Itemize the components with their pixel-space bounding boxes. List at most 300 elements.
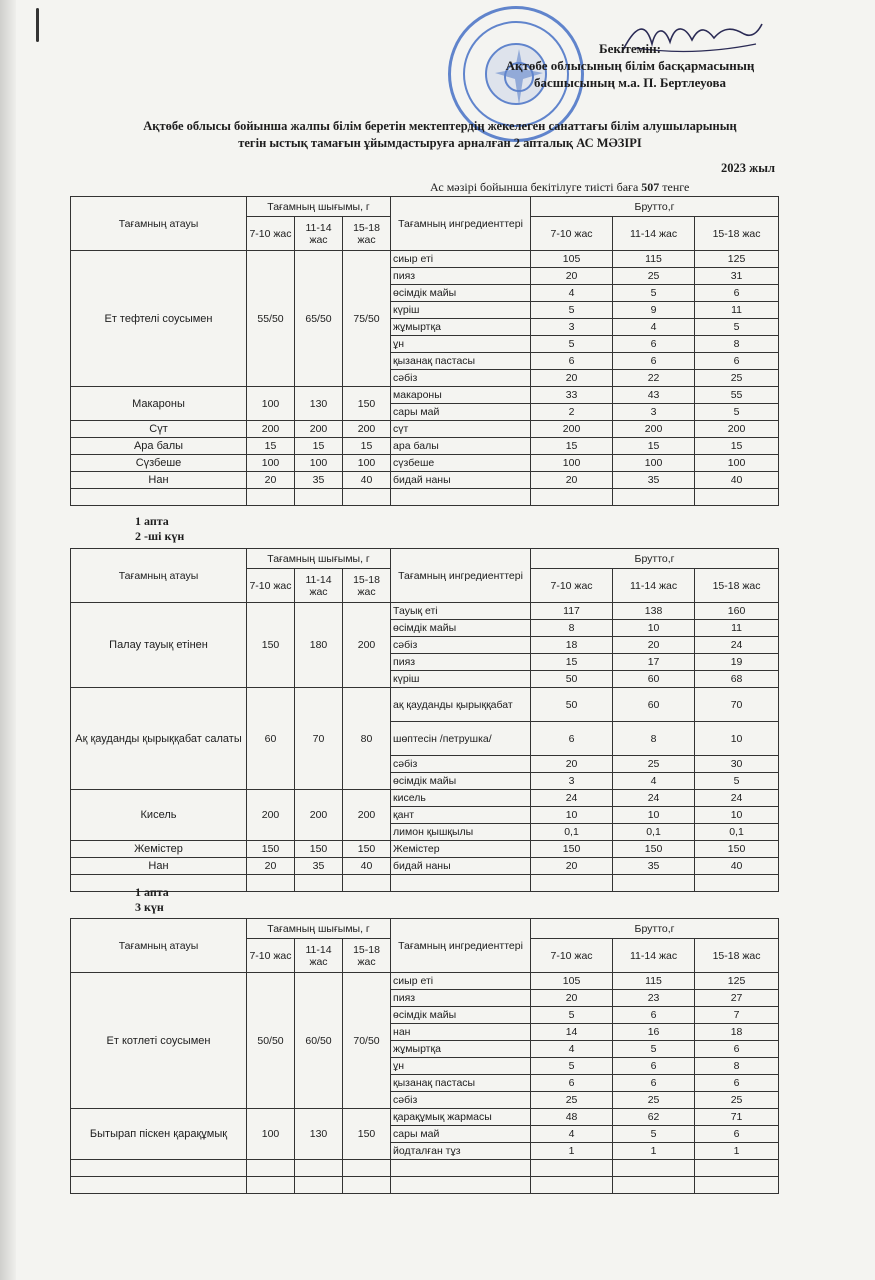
brutto-15-18: 6 [695, 1126, 779, 1143]
ingredient-name: сүт [391, 421, 531, 438]
ingredient-name: өсімдік майы [391, 620, 531, 637]
brutto-11-14: 9 [613, 302, 695, 319]
empty-row [71, 489, 779, 506]
brutto-7-10: 20 [531, 370, 613, 387]
brutto-11-14: 100 [613, 455, 695, 472]
dish-yield-15-18: 15 [343, 438, 391, 455]
empty-cell [295, 1177, 343, 1194]
brutto-11-14: 3 [613, 404, 695, 421]
empty-cell [613, 1177, 695, 1194]
brutto-15-18: 25 [695, 370, 779, 387]
brutto-11-14: 6 [613, 353, 695, 370]
ingredient-name: сәбіз [391, 370, 531, 387]
brutto-7-10: 18 [531, 637, 613, 654]
brutto-11-14: 43 [613, 387, 695, 404]
binder-mark [36, 8, 39, 42]
header-dish: Тағамның атауы [71, 197, 247, 251]
dish-name: Макароны [71, 387, 247, 421]
menu-table-day3 [70, 918, 779, 1194]
approval-official: басшысының м.а. П. Бертлеуова [533, 75, 726, 90]
day2-week: 1 апта [135, 514, 169, 528]
brutto-15-18: 40 [695, 472, 779, 489]
brutto-15-18: 6 [695, 1041, 779, 1058]
price-value: 507 [641, 180, 660, 194]
brutto-7-10: 117 [531, 603, 613, 620]
ingredient-name: ақ қауданды қырыққабат [391, 688, 531, 722]
brutto-11-14: 150 [613, 841, 695, 858]
day2-label [135, 514, 184, 544]
table-row [71, 688, 779, 722]
table-row [71, 455, 779, 472]
brutto-11-14: 0,1 [613, 824, 695, 841]
empty-cell [613, 1160, 695, 1177]
empty-cell [613, 875, 695, 892]
brutto-15-18: 5 [695, 404, 779, 421]
document-title-line2: тегін ыстық тамағын ұйымдастыруға арналған 2 апталық АС МӘЗІРІ [238, 136, 642, 150]
brutto-15-18: 7 [695, 1007, 779, 1024]
brutto-15-18: 5 [695, 773, 779, 790]
dish-yield-11-14: 200 [295, 790, 343, 841]
header-ingredients: Тағамның ингредиенттері [391, 197, 531, 251]
brutto-15-18: 150 [695, 841, 779, 858]
price-note-text: Ас мәзірі бойынша бекітілуге тиісті баға [430, 180, 639, 194]
empty-cell [695, 489, 779, 506]
ingredient-name: ұн [391, 1058, 531, 1075]
header-yield-age1: 7-10 жас [247, 939, 295, 973]
approval-block [470, 40, 790, 91]
empty-cell [391, 1177, 531, 1194]
dish-yield-11-14: 200 [295, 421, 343, 438]
brutto-7-10: 4 [531, 1126, 613, 1143]
brutto-7-10: 5 [531, 1007, 613, 1024]
brutto-7-10: 20 [531, 990, 613, 1007]
brutto-11-14: 17 [613, 654, 695, 671]
dish-yield-7-10: 200 [247, 790, 295, 841]
ingredient-name: ұн [391, 336, 531, 353]
ingredient-name: макароны [391, 387, 531, 404]
page-edge-shadow [0, 0, 16, 1280]
empty-row [71, 1160, 779, 1177]
dish-name: Ет тефтелі соусымен [71, 251, 247, 387]
empty-cell [295, 1160, 343, 1177]
menu-table-day2 [70, 548, 779, 892]
ingredient-name: пияз [391, 990, 531, 1007]
brutto-15-18: 200 [695, 421, 779, 438]
empty-cell [613, 489, 695, 506]
empty-cell [531, 489, 613, 506]
dish-yield-7-10: 100 [247, 455, 295, 472]
header-yield: Тағамның шығымы, г [247, 919, 391, 939]
table-row [71, 858, 779, 875]
empty-cell [391, 1160, 531, 1177]
ingredient-name: сәбіз [391, 1092, 531, 1109]
ingredient-name: қарақұмық жармасы [391, 1109, 531, 1126]
brutto-7-10: 5 [531, 302, 613, 319]
brutto-11-14: 60 [613, 671, 695, 688]
brutto-15-18: 11 [695, 302, 779, 319]
dish-name: Нан [71, 472, 247, 489]
ingredient-name: сиыр еті [391, 251, 531, 268]
dish-yield-15-18: 150 [343, 387, 391, 421]
price-note [430, 180, 689, 195]
brutto-11-14: 5 [613, 285, 695, 302]
brutto-15-18: 8 [695, 336, 779, 353]
ingredient-name: бидай наны [391, 472, 531, 489]
brutto-15-18: 5 [695, 319, 779, 336]
header-row [71, 549, 779, 569]
brutto-15-18: 6 [695, 353, 779, 370]
brutto-15-18: 71 [695, 1109, 779, 1126]
dish-name: Бытырап піскен қарақұмық [71, 1109, 247, 1160]
header-brutto-age1: 7-10 жас [531, 569, 613, 603]
header-yield: Тағамның шығымы, г [247, 549, 391, 569]
brutto-15-18: 15 [695, 438, 779, 455]
brutto-15-18: 125 [695, 973, 779, 990]
brutto-7-10: 3 [531, 319, 613, 336]
header-yield-age1: 7-10 жас [247, 217, 295, 251]
brutto-7-10: 2 [531, 404, 613, 421]
brutto-11-14: 4 [613, 773, 695, 790]
header-row [71, 197, 779, 217]
dish-yield-11-14: 100 [295, 455, 343, 472]
dish-yield-7-10: 60 [247, 688, 295, 790]
ingredient-name: сары май [391, 1126, 531, 1143]
dish-yield-15-18: 150 [343, 841, 391, 858]
empty-cell [695, 1177, 779, 1194]
brutto-15-18: 24 [695, 790, 779, 807]
brutto-7-10: 4 [531, 285, 613, 302]
table-row [71, 472, 779, 489]
day3-day: 3 күн [135, 900, 164, 914]
brutto-7-10: 200 [531, 421, 613, 438]
brutto-11-14: 60 [613, 688, 695, 722]
brutto-15-18: 10 [695, 722, 779, 756]
price-unit: тенге [662, 180, 690, 194]
brutto-7-10: 105 [531, 251, 613, 268]
brutto-7-10: 150 [531, 841, 613, 858]
empty-cell [695, 875, 779, 892]
brutto-11-14: 35 [613, 472, 695, 489]
brutto-7-10: 33 [531, 387, 613, 404]
header-yield-age3: 15-18 жас [343, 939, 391, 973]
brutto-11-14: 115 [613, 973, 695, 990]
brutto-7-10: 20 [531, 858, 613, 875]
brutto-7-10: 50 [531, 688, 613, 722]
brutto-7-10: 24 [531, 790, 613, 807]
ingredient-name: сәбіз [391, 756, 531, 773]
brutto-15-18: 55 [695, 387, 779, 404]
dish-yield-7-10: 50/50 [247, 973, 295, 1109]
day2-day: 2 -ші күн [135, 529, 185, 543]
dish-yield-7-10: 150 [247, 603, 295, 688]
brutto-11-14: 6 [613, 1075, 695, 1092]
brutto-11-14: 35 [613, 858, 695, 875]
dish-name: Ақ қауданды қырыққабат салаты [71, 688, 247, 790]
dish-name: Сүзбеше [71, 455, 247, 472]
dish-yield-15-18: 70/50 [343, 973, 391, 1109]
brutto-11-14: 1 [613, 1143, 695, 1160]
header-yield: Тағамның шығымы, г [247, 197, 391, 217]
brutto-15-18: 19 [695, 654, 779, 671]
header-brutto: Брутто,г [531, 549, 779, 569]
dish-yield-7-10: 150 [247, 841, 295, 858]
brutto-7-10: 20 [531, 756, 613, 773]
brutto-15-18: 18 [695, 1024, 779, 1041]
empty-row [71, 875, 779, 892]
brutto-11-14: 115 [613, 251, 695, 268]
dish-yield-11-14: 15 [295, 438, 343, 455]
dish-yield-11-14: 65/50 [295, 251, 343, 387]
ingredient-name: сиыр еті [391, 973, 531, 990]
brutto-15-18: 8 [695, 1058, 779, 1075]
ingredient-name: Жемістер [391, 841, 531, 858]
table-row [71, 790, 779, 807]
brutto-11-14: 6 [613, 336, 695, 353]
brutto-11-14: 200 [613, 421, 695, 438]
ingredient-name: шөптесін /петрушка/ [391, 722, 531, 756]
dish-yield-7-10: 15 [247, 438, 295, 455]
dish-yield-15-18: 200 [343, 421, 391, 438]
dish-yield-11-14: 35 [295, 858, 343, 875]
dish-yield-7-10: 100 [247, 387, 295, 421]
ingredient-name: жұмыртқа [391, 1041, 531, 1058]
brutto-15-18: 10 [695, 807, 779, 824]
table-row [71, 438, 779, 455]
empty-cell [247, 489, 295, 506]
brutto-7-10: 3 [531, 773, 613, 790]
ingredient-name: сары май [391, 404, 531, 421]
dish-name: Ара балы [71, 438, 247, 455]
brutto-15-18: 1 [695, 1143, 779, 1160]
header-brutto-age3: 15-18 жас [695, 569, 779, 603]
table-row [71, 421, 779, 438]
brutto-15-18: 68 [695, 671, 779, 688]
dish-name: Палау тауық етінен [71, 603, 247, 688]
brutto-15-18: 40 [695, 858, 779, 875]
empty-cell [295, 875, 343, 892]
brutto-7-10: 14 [531, 1024, 613, 1041]
dish-yield-15-18: 80 [343, 688, 391, 790]
ingredient-name: өсімдік майы [391, 1007, 531, 1024]
day3-label [135, 885, 169, 915]
dish-yield-11-14: 180 [295, 603, 343, 688]
table-row [71, 251, 779, 268]
ingredient-name: бидай наны [391, 858, 531, 875]
ingredient-name: күріш [391, 302, 531, 319]
dish-yield-15-18: 200 [343, 790, 391, 841]
brutto-7-10: 6 [531, 722, 613, 756]
brutto-11-14: 23 [613, 990, 695, 1007]
brutto-7-10: 25 [531, 1092, 613, 1109]
day3-week: 1 апта [135, 885, 169, 899]
brutto-15-18: 6 [695, 285, 779, 302]
document-year: 2023 жыл [721, 161, 775, 175]
header-ingredients: Тағамның ингредиенттері [391, 549, 531, 603]
header-yield-age3: 15-18 жас [343, 569, 391, 603]
empty-cell [391, 875, 531, 892]
brutto-11-14: 25 [613, 1092, 695, 1109]
empty-cell [531, 1160, 613, 1177]
brutto-11-14: 6 [613, 1058, 695, 1075]
dish-yield-7-10: 20 [247, 858, 295, 875]
header-brutto-age1: 7-10 жас [531, 217, 613, 251]
header-yield-age2: 11-14 жас [295, 569, 343, 603]
empty-cell [295, 489, 343, 506]
header-brutto-age2: 11-14 жас [613, 939, 695, 973]
ingredient-name: күріш [391, 671, 531, 688]
header-brutto-age2: 11-14 жас [613, 217, 695, 251]
dish-yield-7-10: 200 [247, 421, 295, 438]
ingredient-name: қызанақ пастасы [391, 353, 531, 370]
dish-yield-15-18: 40 [343, 858, 391, 875]
approval-office: Ақтөбе облысының білім басқармасының [505, 58, 755, 73]
brutto-15-18: 30 [695, 756, 779, 773]
brutto-7-10: 15 [531, 438, 613, 455]
brutto-11-14: 10 [613, 807, 695, 824]
ingredient-name: Тауық еті [391, 603, 531, 620]
brutto-15-18: 25 [695, 1092, 779, 1109]
ingredient-name: пияз [391, 268, 531, 285]
empty-cell [343, 1177, 391, 1194]
ingredient-name: йодталған тұз [391, 1143, 531, 1160]
table-row [71, 841, 779, 858]
brutto-11-14: 6 [613, 1007, 695, 1024]
ingredient-name: өсімдік майы [391, 285, 531, 302]
dish-yield-11-14: 35 [295, 472, 343, 489]
dish-yield-11-14: 130 [295, 387, 343, 421]
dish-yield-15-18: 100 [343, 455, 391, 472]
brutto-15-18: 125 [695, 251, 779, 268]
empty-cell [71, 489, 247, 506]
brutto-15-18: 27 [695, 990, 779, 1007]
brutto-11-14: 4 [613, 319, 695, 336]
empty-cell [247, 875, 295, 892]
brutto-11-14: 16 [613, 1024, 695, 1041]
brutto-11-14: 10 [613, 620, 695, 637]
brutto-7-10: 10 [531, 807, 613, 824]
brutto-7-10: 4 [531, 1041, 613, 1058]
brutto-11-14: 22 [613, 370, 695, 387]
ingredient-name: нан [391, 1024, 531, 1041]
brutto-15-18: 0,1 [695, 824, 779, 841]
brutto-11-14: 24 [613, 790, 695, 807]
table-row [71, 1109, 779, 1126]
brutto-7-10: 100 [531, 455, 613, 472]
dish-name: Ет котлеті соусымен [71, 973, 247, 1109]
header-brutto: Брутто,г [531, 197, 779, 217]
ingredient-name: кисель [391, 790, 531, 807]
dish-yield-15-18: 200 [343, 603, 391, 688]
ingredient-name: лимон қышқылы [391, 824, 531, 841]
dish-yield-7-10: 55/50 [247, 251, 295, 387]
brutto-7-10: 20 [531, 268, 613, 285]
header-dish: Тағамның атауы [71, 919, 247, 973]
dish-yield-7-10: 20 [247, 472, 295, 489]
brutto-7-10: 50 [531, 671, 613, 688]
document-title [60, 118, 820, 152]
brutto-11-14: 138 [613, 603, 695, 620]
brutto-11-14: 5 [613, 1041, 695, 1058]
ingredient-name: қызанақ пастасы [391, 1075, 531, 1092]
brutto-7-10: 6 [531, 353, 613, 370]
dish-name: Нан [71, 858, 247, 875]
header-brutto-age1: 7-10 жас [531, 939, 613, 973]
brutto-7-10: 105 [531, 973, 613, 990]
empty-cell [71, 1160, 247, 1177]
brutto-11-14: 25 [613, 268, 695, 285]
header-brutto-age3: 15-18 жас [695, 217, 779, 251]
brutto-15-18: 160 [695, 603, 779, 620]
empty-cell [531, 1177, 613, 1194]
brutto-7-10: 15 [531, 654, 613, 671]
header-yield-age2: 11-14 жас [295, 939, 343, 973]
ingredient-name: ара балы [391, 438, 531, 455]
dish-yield-15-18: 75/50 [343, 251, 391, 387]
table-row [71, 603, 779, 620]
document-title-line1: Ақтөбе облысы бойынша жалпы білім беретін мектептердің жекелеген санаттағы білім алушыларының [143, 119, 737, 133]
brutto-7-10: 5 [531, 1058, 613, 1075]
header-yield-age2: 11-14 жас [295, 217, 343, 251]
brutto-11-14: 8 [613, 722, 695, 756]
dish-yield-11-14: 130 [295, 1109, 343, 1160]
ingredient-name: қант [391, 807, 531, 824]
header-yield-age1: 7-10 жас [247, 569, 295, 603]
dish-name: Сүт [71, 421, 247, 438]
empty-cell [343, 875, 391, 892]
approval-heading: Бекітемін: [599, 41, 661, 56]
dish-name: Кисель [71, 790, 247, 841]
brutto-7-10: 1 [531, 1143, 613, 1160]
empty-cell [247, 1177, 295, 1194]
dish-yield-11-14: 60/50 [295, 973, 343, 1109]
brutto-7-10: 0,1 [531, 824, 613, 841]
empty-cell [71, 1177, 247, 1194]
brutto-7-10: 5 [531, 336, 613, 353]
brutto-11-14: 15 [613, 438, 695, 455]
header-ingredients: Тағамның ингредиенттері [391, 919, 531, 973]
header-brutto-age3: 15-18 жас [695, 939, 779, 973]
ingredient-name: жұмыртқа [391, 319, 531, 336]
dish-yield-15-18: 150 [343, 1109, 391, 1160]
ingredient-name: сүзбеше [391, 455, 531, 472]
dish-yield-11-14: 70 [295, 688, 343, 790]
empty-row [71, 1177, 779, 1194]
brutto-11-14: 5 [613, 1126, 695, 1143]
brutto-7-10: 20 [531, 472, 613, 489]
header-dish: Тағамның атауы [71, 549, 247, 603]
brutto-15-18: 70 [695, 688, 779, 722]
brutto-15-18: 6 [695, 1075, 779, 1092]
header-brutto: Брутто,г [531, 919, 779, 939]
brutto-11-14: 62 [613, 1109, 695, 1126]
header-brutto-age2: 11-14 жас [613, 569, 695, 603]
brutto-7-10: 6 [531, 1075, 613, 1092]
dish-yield-11-14: 150 [295, 841, 343, 858]
brutto-15-18: 100 [695, 455, 779, 472]
empty-cell [695, 1160, 779, 1177]
ingredient-name: өсімдік майы [391, 773, 531, 790]
brutto-7-10: 48 [531, 1109, 613, 1126]
empty-cell [343, 489, 391, 506]
table-row [71, 387, 779, 404]
empty-cell [247, 1160, 295, 1177]
empty-cell [343, 1160, 391, 1177]
dish-name: Жемістер [71, 841, 247, 858]
ingredient-name: сәбіз [391, 637, 531, 654]
ingredient-name: пияз [391, 654, 531, 671]
table-row [71, 973, 779, 990]
brutto-7-10: 8 [531, 620, 613, 637]
